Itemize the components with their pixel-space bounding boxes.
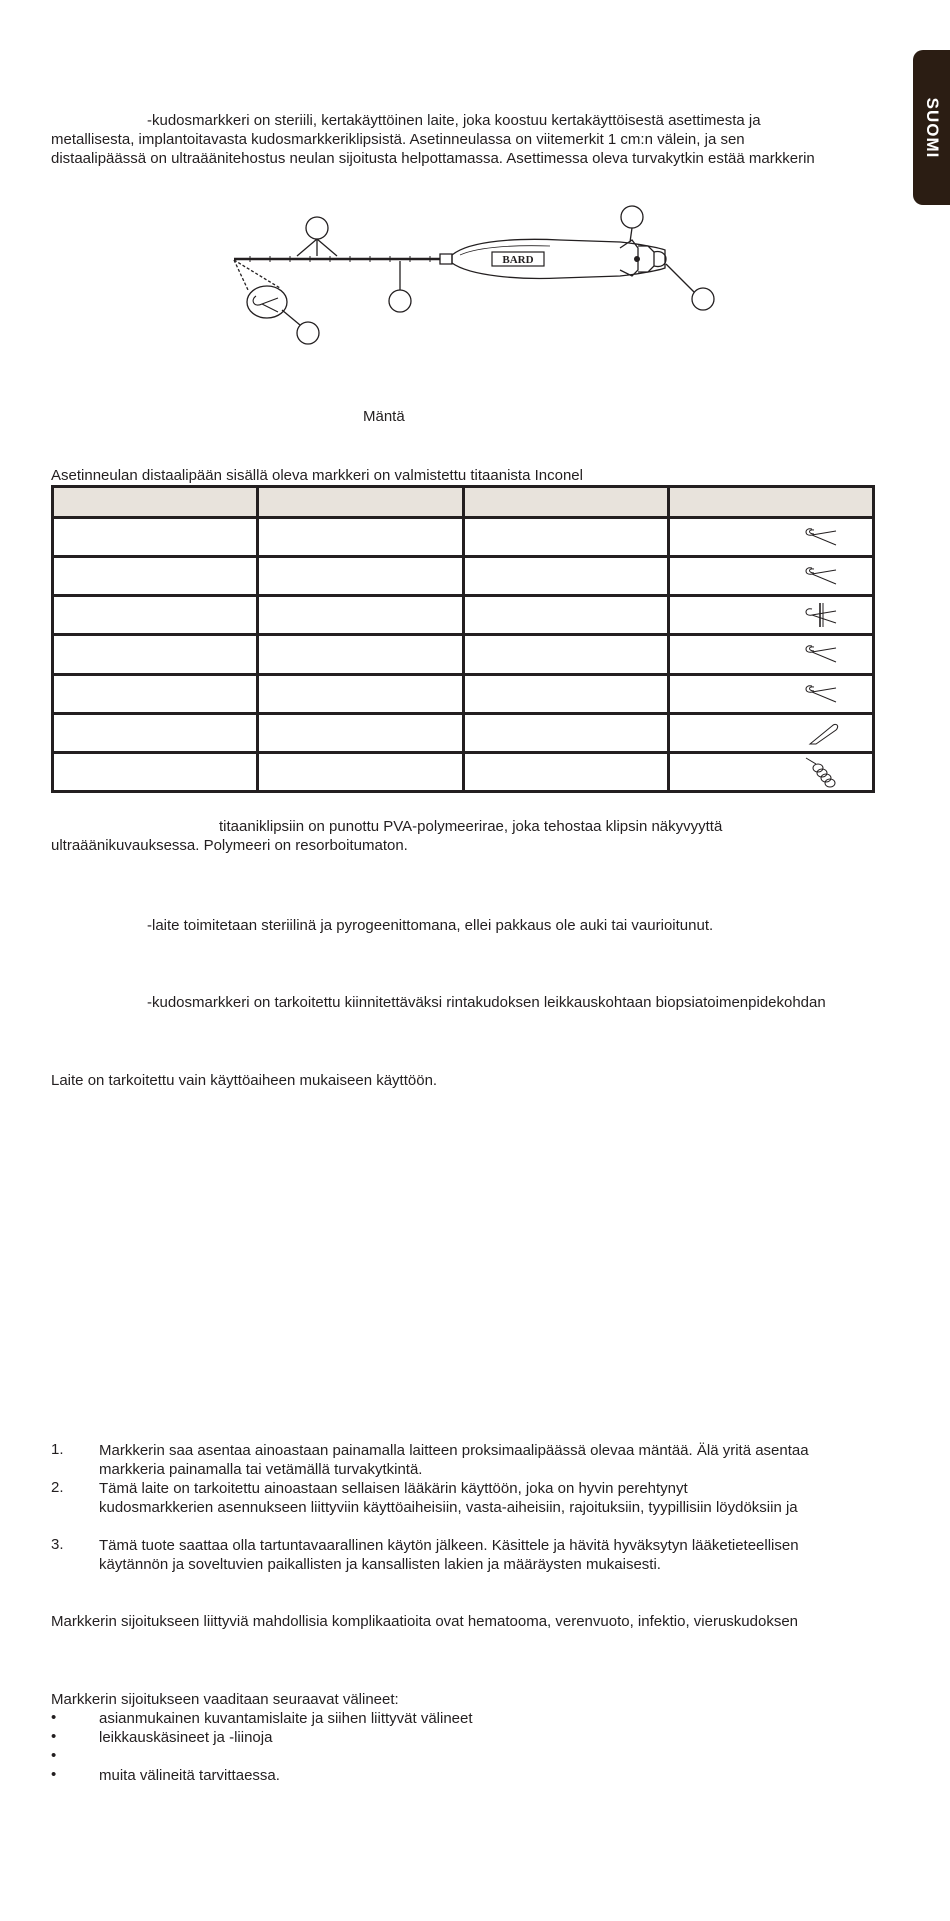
cross-clip-icon [802, 601, 842, 629]
table-cell [258, 635, 463, 674]
list-item: asianmukainen kuvantamislaite ja siihen liittyvät välineet [99, 1710, 473, 1727]
warning-line: kudosmarkkerien asennukseen liittyviin käyttöaiheisiin, vasta-aiheisiin, rajoituksiin, tyypillisiin löydöksiin ja [99, 1499, 798, 1516]
warning-line: markkeria painamalla tai vetämällä turvakytkintä. [99, 1461, 423, 1478]
intro-paragraph [51, 111, 881, 168]
table-cell [463, 635, 668, 674]
ribbon-clip-icon [802, 680, 842, 708]
brand-label: BARD [502, 254, 534, 266]
table-row [53, 635, 874, 674]
intro-line-1: -kudosmarkkeri on steriili, kertakäyttöinen laite, joka koostuu kertakäyttöisestä asettimesta ja [147, 112, 761, 129]
callout-reference-marks [306, 217, 328, 239]
callout-needle [389, 290, 411, 312]
warning-line: Tämä laite on tarkoitettu ainoastaan sellaisen lääkärin käyttöön, joka on hyvin perehtynyt [99, 1480, 688, 1497]
warning-text [99, 1536, 879, 1574]
bullet: • [51, 1747, 57, 1764]
table-row [53, 674, 874, 713]
table-header-cell [668, 487, 873, 518]
ribbon-clip-icon [802, 640, 842, 668]
list-item: leikkauskäsineet ja -liinoja [99, 1729, 273, 1746]
table-header-cell [53, 487, 258, 518]
device-diagram [220, 200, 740, 360]
intro-line-3: distaalipäässä on ultraäänitehostus neulan sijoitusta helpottamassa. Asettimessa oleva turvakytkin estää markkerin [51, 150, 815, 167]
coil-clip-icon [802, 754, 842, 790]
complications-text: Markkerin sijoitukseen liittyviä mahdollisia komplikaatioita ovat hematooma, verenvuoto, infektio, vieruskudoksen [51, 1613, 799, 1630]
warning-line: Tämä tuote saattaa olla tartuntavaarallinen käytön jälkeen. Käsittele ja hävitä hyväksytyn lääketieteellisen [99, 1537, 799, 1554]
language-tab-label: SUOMI [922, 97, 942, 158]
list-item: muita välineitä tarvittaessa. [99, 1767, 280, 1784]
warning-line: käytännön ja soveltuvien paikallisten ja kansallisten lakien ja määräysten mukaisesti. [99, 1556, 661, 1573]
table-cell [668, 713, 873, 752]
hook-clip-icon [802, 718, 842, 748]
plunger [638, 246, 654, 272]
table-cell [53, 713, 258, 752]
table-cell [53, 596, 258, 635]
language-tab [913, 50, 950, 205]
intended-use-text: Laite on tarkoitettu vain käyttöaiheen mukaiseen käyttöön. [51, 1072, 438, 1089]
table-header-cell [258, 487, 463, 518]
table-cell [463, 518, 668, 557]
table-cell [668, 635, 873, 674]
table-cell [668, 674, 873, 713]
table-cell [53, 752, 258, 791]
callout-safety-clip [621, 206, 643, 228]
needle-hub [440, 254, 452, 264]
intro-line-2: metallisesta, implantoitavasta kudosmarkkeriklipsistä. Asetinneulassa on viitemerkit 1 cm:n välein, ja sen [51, 131, 745, 148]
warning-number: 1. [51, 1441, 64, 1458]
table-cell [668, 518, 873, 557]
pva-line-2: ultraäänikuvauksessa. Polymeeri on resorboitumaton. [51, 837, 408, 854]
table-cell [463, 713, 668, 752]
marker-material-text: Asetinneulan distaalipään sisällä oleva markkeri on valmistettu titaanista Inconel [51, 467, 583, 484]
plunger-caption: Mäntä [363, 408, 405, 425]
handle-body [452, 239, 665, 278]
table-cell [258, 596, 463, 635]
table-cell [258, 674, 463, 713]
warning-text [99, 1441, 879, 1479]
table-cell [668, 752, 873, 791]
warning-number: 2. [51, 1479, 64, 1496]
table-cell [53, 674, 258, 713]
supply-text: -laite toimitetaan steriilinä ja pyrogeenittomana, ellei pakkaus ole auki tai vaurioitunut. [147, 917, 714, 934]
warning-line: Markkerin saa asentaa ainoastaan painamalla laitteen proksimaalipäässä olevaa mäntää. Älä yritä asentaa [99, 1442, 809, 1459]
bullet: • [51, 1766, 57, 1783]
marker-table [51, 485, 875, 793]
table-row [53, 557, 874, 596]
table-row [53, 713, 874, 752]
ribbon-clip-icon [802, 523, 842, 551]
table-cell [668, 557, 873, 596]
table-cell [258, 713, 463, 752]
table-cell [463, 557, 668, 596]
indication-text: -kudosmarkkeri on tarkoitettu kiinnitettäväksi rintakudoksen leikkauskohtaan biopsiatoimenpidekohdan [147, 994, 826, 1011]
table-cell [258, 518, 463, 557]
table-cell [53, 518, 258, 557]
table-cell [463, 674, 668, 713]
equipment-intro: Markkerin sijoitukseen vaaditaan seuraavat välineet: [51, 1691, 399, 1708]
bullet: • [51, 1709, 57, 1726]
bullet: • [51, 1728, 57, 1745]
table-cell [463, 596, 668, 635]
table-cell [463, 752, 668, 791]
pva-paragraph [51, 817, 881, 855]
table-cell [53, 635, 258, 674]
table-cell [53, 557, 258, 596]
table-header-cell [463, 487, 668, 518]
table-cell [258, 557, 463, 596]
table-row [53, 596, 874, 635]
callout-plunger [692, 288, 714, 310]
callout-marker [297, 322, 319, 344]
warning-text [99, 1479, 879, 1517]
table-row [53, 752, 874, 791]
table-row [53, 518, 874, 557]
pva-line-1: titaaniklipsiin on punottu PVA-polymeerirae, joka tehostaa klipsin näkyvyyttä [219, 818, 723, 835]
table-header-row [53, 487, 874, 518]
table-cell [668, 596, 873, 635]
table-cell [258, 752, 463, 791]
ribbon-clip-icon [802, 562, 842, 590]
warning-number: 3. [51, 1536, 64, 1553]
